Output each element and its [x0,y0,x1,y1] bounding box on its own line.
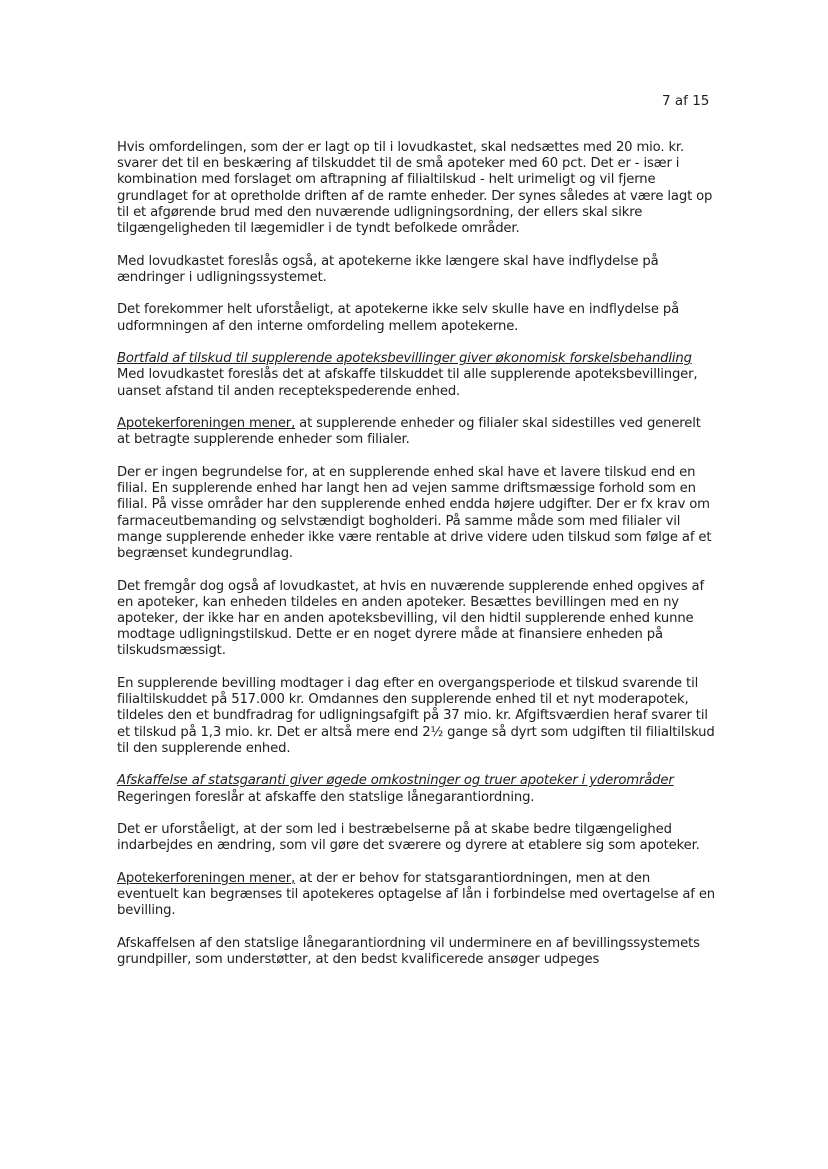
paragraph-redistribution: Hvis omfordelingen, som der er lagt op til i lovudkastet, skal nedsættes med 20 mio. kr. svarer det til en beskæring af tilskuddet til de små apoteker med 60 pct. Det er - især i kombination med forslaget om aftrapning af filialtilskud - helt urimeligt og vil fjerne grundlaget for at opretholde driften af de ramte enheder. Der synes således at være lagt op til et afgørende brud med den nuværende udligningsordning, der ellers skal sikre tilgængeligheden til lægemidler i de tyndt befolkede områder. [117,140,713,237]
paragraph-new-pharmacist: Det fremgår dog også af lovudkastet, at hvis en nuværende supplerende enhed opgives af en apoteker, kan enheden tildeles en anden apoteker. Besættes bevillingen med en ny apoteker, der ikke har en anden apoteksbevilling, vil den hidtil supplerende enhed kunne modtage udligningstilskud. Dette er en noget dyrere måde at finansiere enheden på tilskudsmæssigt. [117,578,704,659]
section-heading-state-guarantee: Afskaffelse af statsgaranti giver øgede omkostninger og truer apoteker i yderområder [117,773,674,789]
opinion-label: Apotekerforeningen mener, [117,871,296,887]
paragraph-accessibility: Det er uforståeligt, at der som led i bestræbelserne på at skabe bedre tilgængelighed indarbejdes en ændring, som vil gøre det sværere og dyrere at etablere sig som apoteker. [117,822,700,854]
opinion-label: Apotekerforeningen mener, [117,416,296,432]
opinion-text: at supplerende enheder og filialer skal sidestilles ved generelt at betragte supplerende enheder som filialer. [117,416,701,448]
paragraph-closing: Afskaffelsen af den statslige lånegarantiordning vil underminere en af bevillingssystemets grundpiller, som understøtter, at den bedst kvalificerede ansøger udpeges [117,936,700,968]
paragraph-subsidy-comparison: En supplerende bevilling modtager i dag efter en overgangsperiode et tilskud svarende til filialtilskuddet på 517.000 kr. Omdannes den supplerende enhed til et nyt moderapotek, tildeles den et bundfradrag for udligningsafgift på 37 mio. kr. Afgiftsværdien heraf svarer til et tilskud på 1,3 mio. kr. Det er altså mere end 2½ gange så dyrt som udgiften til filialtilskud til den supplerende enhed. [117,676,715,756]
paragraph-no-justification: Der er ingen begrundelse for, at en supplerende enhed skal have et lavere tilskud end en filial. En supplerende enhed har langt hen ad vejen samme driftsmæssige forhold som en filial. På visse områder har den supplerende enhed endda højere udgifter. Der er fx krav om farmaceutbemanding og selvstændigt bogholderi. På samme måde som med filialer vil mange supplerende enheder ikke være rentable at drive videre uden tilskud som følge af et begrænset kundegrundlag. [117,465,712,562]
page-number: 7 af 15 [662,93,710,109]
section-intro-state-guarantee: Regeringen foreslår at afskaffe den statslige lånegarantiordning. [117,789,535,805]
paragraph-incomprehensible: Det forekommer helt uforståeligt, at apotekerne ikke selv skulle have en indflydelse på udformningen af den interne omfordeling mellem apotekerne. [117,302,680,334]
section-heading-supplementary: Bortfald af tilskud til supplerende apoteksbevillinger giver økonomisk forskelsbehandling [117,351,692,367]
opinion-text: at der er behov for statsgarantiordningen, men at den eventuelt kan begrænses til apotekeres optagelse af lån i forbindelse med overtagelse af en bevilling. [117,871,715,919]
opinion-paragraph-state-guarantee [117,871,715,920]
opinion-paragraph-supplementary [117,416,715,448]
paragraph-influence: Med lovudkastet foreslås også, at apotekerne ikke længere skal have indflydelse på ændringer i udligningssystemet. [117,253,659,285]
section-intro-supplementary: Med lovudkastet foreslås det at afskaffe tilskuddet til alle supplerende apoteksbevillinger, uanset afstand til anden receptekspederende enhed. [117,367,698,399]
document-body [117,140,715,985]
